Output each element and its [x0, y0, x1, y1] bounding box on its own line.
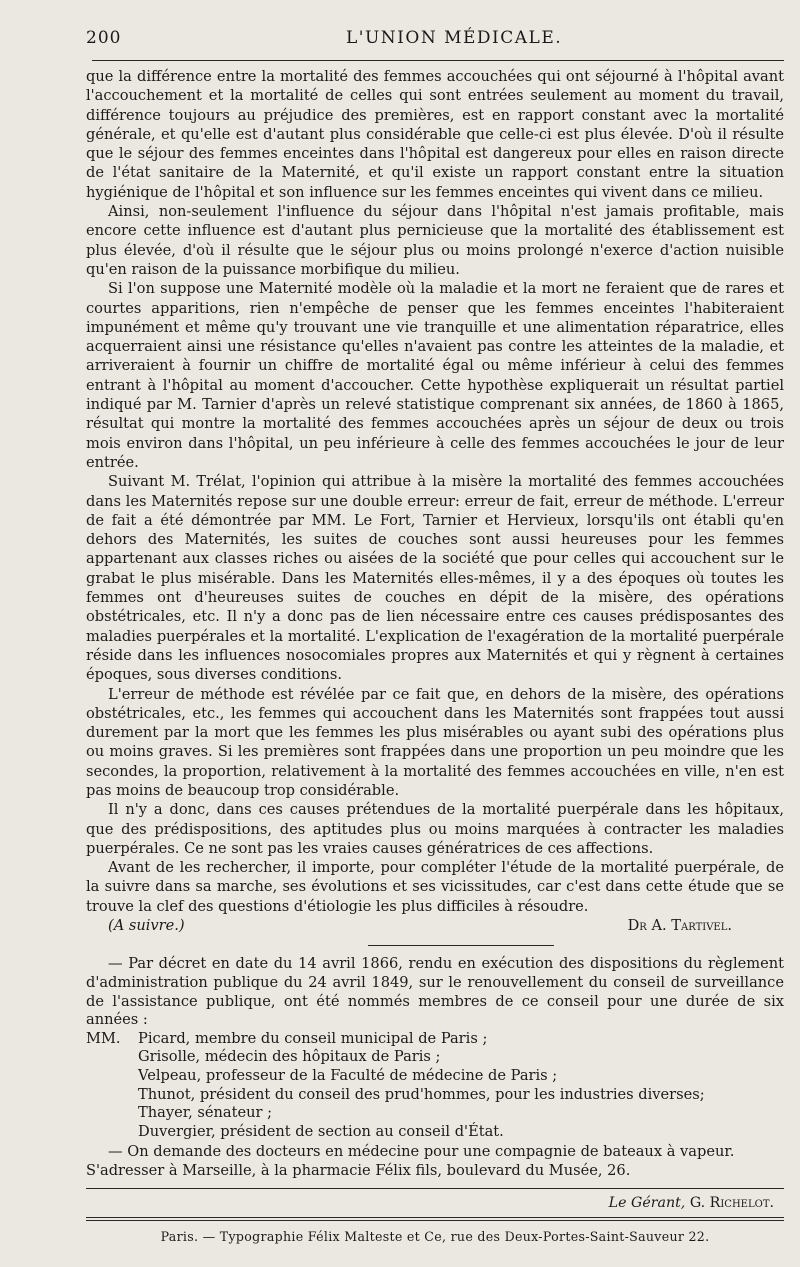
paragraph: Suivant M. Trélat, l'opinion qui attribue à la misère la mortalité des femmes accouchées dans les Maternités repose sur une double erreur: erreur de fait, erreur de méthode. L'erreur de fait a été démontrée par MM. Le Fort, Tarnier et Hervieux, lorsqu'ils ont établi qu'en dehors des Maternités, les suites de couches sont aussi heureuses pour les femmes appartenant aux classes riches ou aisées de la société que pour celles qui accouchent sur le grabat le plus misérable. Dans les Maternités elles-mêmes, il y a des époques où toutes les femmes ont d'heureuses suites de couches en dépit de la misère, des opérations obstétricales, etc. Il n'y a donc pas de lien nécessaire entre ces causes prédisposantes des maladies puerpérales et la mortalité. L'explication de l'exagération de la mortalité puerpérale réside dans les influences nosocomiales propres aux Maternités et qui y règnent à certaines époques, sous diverses conditions.: [86, 473, 784, 684]
imprint-rule: [86, 1217, 784, 1221]
gerant-label: Le Gérant,: [608, 1195, 686, 1212]
article-body: [86, 67, 784, 916]
decree-text: — Par décret en date du 14 avril 1866, rendu en exécution des dispositions du règlement d'administration publique du 24 avril 1849, sur le renouvellement du conseil de surveillance de l'assistance publique, ont été nommés membres de ce conseil pour une durée de six années :: [86, 955, 784, 1029]
paragraph: L'erreur de méthode est révélée par ce fait que, en dehors de la misère, des opérations obstétricales, etc., les femmes qui accouchent dans les Maternités sont frappées tout aussi durement par la mort que les femmes les plus misérables ou ayant subi des opérations plus ou moins graves. Si les premières sont frappées dans une proportion un peu moindre que les secondes, la proportion, relativement à la mortalité des femmes accouchées en ville, n'en est pas moins de beaucoup trop considérable.: [86, 685, 784, 799]
gerant-line: [86, 1195, 784, 1211]
paragraph: que la différence entre la mortalité des femmes accouchées qui ont séjourné à l'hôpital avant l'accouchement et la mortalité de celles qui sont entrées seulement au moment du travail, différence toujours au préjudice des premières, est en rapport constant avec la mortalité générale, et qu'elle est d'autant plus considérable que celle-ci est plus élevée. D'où il résulte que le séjour des femmes enceintes dans l'hôpital est dangereux pour elles en raison directe de l'état sanitaire de la Maternité, et qu'il existe un rapport constant entre la situation hygiénique de l'hôpital et son influence sur les femmes enceintes qui vivent dans ce milieu.: [86, 68, 784, 201]
paragraph: Ainsi, non-seulement l'influence du séjour dans l'hôpital n'est jamais profitable, mais encore cette influence est d'autant plus pernicieuse que la mortalité des établissement est plus élevée, d'où il résulte que le séjour plus ou moins prolongé n'exerce d'action nuisible qu'en raison de la puissance morbifique du milieu.: [86, 203, 784, 278]
members-lead: MM.: [86, 1029, 121, 1047]
advert-line: — On demande des docteurs en médecine pour une compagnie de bateaux à vapeur.: [108, 1143, 735, 1161]
article-signature: [86, 916, 784, 935]
running-header: [86, 28, 784, 54]
printer-imprint: Paris. — Typographie Félix Malteste et Ce, rue des Deux-Portes-Saint-Sauveur 22.: [160, 1229, 710, 1245]
list-item: Thunot, président du conseil des prud'hommes, pour les industries diverses;: [138, 1085, 705, 1103]
paragraph: Si l'on suppose une Maternité modèle où la maladie et la mort ne feraient que de rares et courtes apparitions, rien n'empêche de penser que les femmes enceintes l'habiteraient impunément et même qu'y trouvant une vie tranquille et une alimentation réparatrice, elles acquerraient ainsi une résistance qu'elles n'avaient pas contre les atteintes de la maladie, et arriveraient à fournir un chiffre de mortalité égal ou même inférieur à celui des femmes entrant à l'hôpital au moment d'accoucher. Cette hypothèse expliquerait un résultat partiel indiqué par M. Tarnier d'après un relevé statistique comprenant six années, de 1860 à 1865, résultat qui montre la mortalité des femmes accouchées après un séjour de deux ou trois mois environ dans l'hôpital, un peu inférieure à celle des femmes accouchées le jour de leur entrée.: [86, 280, 784, 471]
decree-notice: [86, 955, 784, 1029]
page-number: 200: [86, 28, 122, 48]
list-item: Velpeau, professeur de la Faculté de médecine de Paris ;: [138, 1066, 558, 1084]
paragraph: Avant de les rechercher, il importe, pour compléter l'étude de la mortalité puerpérale, de la suivre dans sa marche, ses évolutions et ses vicissitudes, car c'est dans cette étude que se trouve la clef des questions d'étiologie les plus difficiles à résoudre.: [86, 859, 784, 915]
header-rule: [92, 60, 784, 61]
list-item: Thayer, sénateur ;: [138, 1104, 273, 1122]
footer-rule: [86, 1188, 784, 1189]
list-item: Duvergier, président de section au conseil d'État.: [138, 1122, 504, 1140]
journal-title: L'UNION MÉDICALE.: [346, 28, 563, 48]
advert-address: S'adresser à Marseille, à la pharmacie Félix fils, boulevard du Musée, 26.: [86, 1161, 631, 1179]
to-follow-note: (A suivre.): [108, 917, 185, 935]
member-list: [86, 1030, 784, 1142]
gerant-name: G. Richelot.: [689, 1195, 774, 1212]
paragraph: Il n'y a donc, dans ces causes prétendues de la mortalité puerpérale dans les hôpitaux, que des prédispositions, des aptitudes plus ou moins marquées à contracter les maladies puerpérales. Ce ne sont pas les vraies causes génératrices de ces affections.: [86, 801, 784, 857]
advert-notice: [86, 1143, 784, 1180]
list-item: Grisolle, médecin des hôpitaux de Paris ;: [138, 1048, 441, 1066]
section-rule: [368, 945, 554, 946]
author-name: Dr A. Tartivel.: [627, 917, 732, 935]
member-entry: Picard, membre du conseil municipal de Paris ;: [138, 1029, 488, 1047]
list-item: [86, 1030, 784, 1049]
